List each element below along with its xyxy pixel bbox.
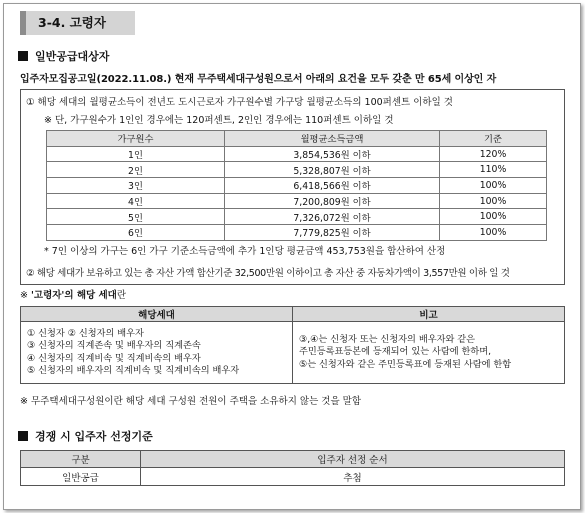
income-amount-cell: 5,328,807원 이하 — [225, 162, 440, 178]
household-remark-line: ⑤는 신청자와 같은 주민등록표에 등재된 사람에 한함 — [299, 358, 512, 370]
income-amount-cell: 7,200,809원 이하 — [225, 193, 440, 209]
selection-criteria-table — [20, 450, 565, 486]
standard-cell: 100% — [440, 225, 547, 241]
standard-cell: 100% — [440, 209, 547, 225]
section-title: 3-4. 고령자 — [20, 11, 135, 35]
selection-header-order: 입주자 선정 순서 — [141, 451, 565, 468]
table-row — [47, 162, 547, 178]
income-amount-cell: 7,779,825원 이하 — [225, 225, 440, 241]
competition-heading — [18, 428, 153, 444]
household-remark-line: 주민등록표등본에 등재되어 있는 사람에 한하며, — [299, 346, 492, 358]
household-member-line: ⑤ 신청자의 배우자의 직계비속 및 직계비속의 배우자 — [27, 365, 240, 376]
standard-cell: 100% — [440, 178, 547, 194]
household-size-cell: 2인 — [47, 162, 225, 178]
general-supply-heading-text: 일반공급대상자 — [35, 50, 110, 63]
square-bullet-icon — [18, 431, 28, 441]
household-remark-line: ③,④는 신청자 또는 신청자의 배우자와 같은 — [299, 333, 475, 345]
table-row — [47, 225, 547, 241]
household-size-cell: 1인 — [47, 146, 225, 162]
income-header-amount: 월평균소득금액 — [225, 131, 440, 147]
homeless-definition-footnote: ※ 무주택세대구성원이란 해당 세대 구성원 전원이 주택을 소유하지 않는 것을 말함 — [20, 396, 361, 407]
table-row — [21, 322, 565, 384]
table-row — [47, 146, 547, 162]
standard-cell: 100% — [440, 193, 547, 209]
competition-heading-text: 경쟁 시 입주자 선정기준 — [35, 430, 153, 443]
selection-order-cell: 추첨 — [141, 468, 565, 486]
household-header-remarks: 비고 — [293, 307, 565, 322]
table-row — [47, 209, 547, 225]
income-amount-cell: 3,854,536원 이하 — [225, 146, 440, 162]
selection-table-header-row — [21, 451, 565, 468]
household-member-line: ③ 신청자의 직계존속 및 배우자의 직계존속 — [27, 340, 201, 351]
household-note-suffix: 란 — [116, 290, 127, 301]
income-header-household: 가구원수 — [47, 131, 225, 147]
household-remarks-cell — [293, 322, 565, 384]
square-bullet-icon — [18, 51, 28, 61]
household-table — [20, 306, 565, 384]
seven-person-note: * 7인 이상의 가구는 6인 가구 기준소득금액에 추가 1인당 평균금액 453,753원을 합산하여 산정 — [44, 246, 446, 257]
income-table — [46, 130, 547, 241]
selection-header-category: 구분 — [21, 451, 141, 468]
standard-cell: 110% — [440, 162, 547, 178]
household-size-cell: 4인 — [47, 193, 225, 209]
household-header-members: 해당세대 — [21, 307, 293, 322]
table-row — [47, 193, 547, 209]
requirement-item-2: ② 해당 세대가 보유하고 있는 총 자산 가액 합산기준 32,500만원 이하이고 총 자산 중 자동차가액이 3,557만원 이하 일 것 — [26, 268, 510, 279]
household-size-cell: 3인 — [47, 178, 225, 194]
household-definition-note — [20, 287, 126, 301]
standard-cell: 120% — [440, 146, 547, 162]
household-member-line: ④ 신청자의 직계비속 및 직계비속의 배우자 — [27, 352, 201, 364]
household-size-cell: 5인 — [47, 209, 225, 225]
table-row — [47, 178, 547, 194]
criteria-line: 입주자모집공고일(2022.11.08.) 현재 무주택세대구성원으로서 아래의 요건을 모두 갖춘 만 65세 이상인 자 — [20, 74, 497, 85]
selection-category-cell: 일반공급 — [21, 468, 141, 486]
income-table-header-row — [47, 131, 547, 147]
requirement-item-1-note: ※ 단, 가구원수가 1인인 경우에는 120퍼센트, 2인인 경우에는 110퍼센트 이하일 것 — [44, 115, 394, 126]
income-amount-cell: 6,418,566원 이하 — [225, 178, 440, 194]
household-members-cell — [21, 322, 293, 384]
household-size-cell: 6인 — [47, 225, 225, 241]
table-row — [21, 468, 565, 486]
household-table-header-row — [21, 307, 565, 322]
requirement-item-1: ① 해당 세대의 월평균소득이 전년도 도시근로자 가구원수별 가구당 월평균소득의 100퍼센트 이하일 것 — [26, 97, 453, 108]
household-note-prefix: ※ — [20, 290, 31, 301]
household-member-line: ① 신청자 ② 신청자의 배우자 — [27, 327, 144, 339]
income-amount-cell: 7,326,072원 이하 — [225, 209, 440, 225]
general-supply-heading — [18, 48, 109, 64]
income-header-standard: 기준 — [440, 131, 547, 147]
household-note-bold: '고령자'의 해당 세대 — [30, 290, 117, 301]
